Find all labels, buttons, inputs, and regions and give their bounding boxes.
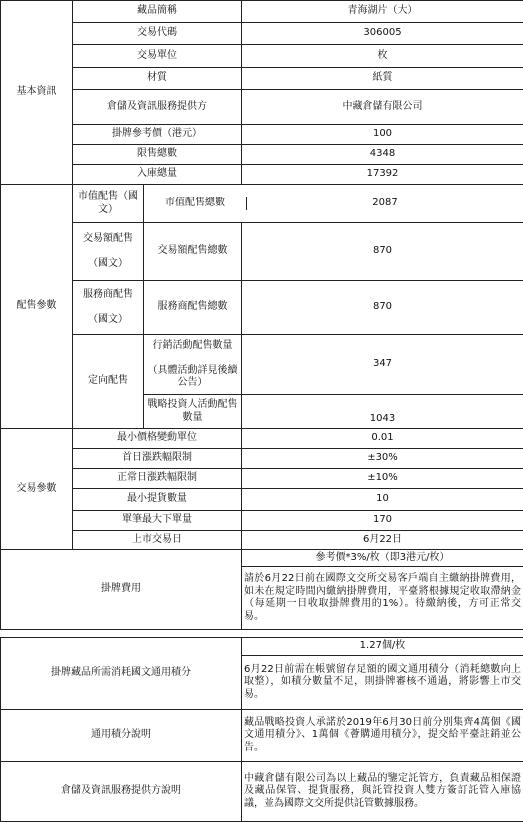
alloc-value: 347 <box>242 335 523 395</box>
row-provider <box>1 90 523 125</box>
field-value: 0.01 <box>242 429 523 449</box>
field-value: 170 <box>242 511 523 531</box>
field-value: 枚 <box>242 45 523 68</box>
provider-note-label: 倉儲及資訊服務提供方說明 <box>1 762 242 822</box>
field-value: 306005 <box>242 23 523 45</box>
row-max-order <box>1 511 523 531</box>
row-listing-date <box>1 531 523 550</box>
row-min-tick <box>1 429 523 449</box>
alloc-item <box>144 335 242 395</box>
field-value: 10 <box>242 489 523 511</box>
field-label: 正常日漲跌幅限制 <box>73 469 242 489</box>
field-value: 100 <box>242 125 523 145</box>
listing-fee-summary: 參考價*3%/枚（即3港元/枚） <box>242 550 523 567</box>
field-value: 6月22日 <box>242 531 523 550</box>
trading-label: 交易參數 <box>1 429 73 550</box>
field-label: 最小價格變動單位 <box>73 429 242 449</box>
row-material <box>1 68 523 90</box>
spacer-row <box>1 630 523 638</box>
field-label: 最小提貨數量 <box>73 489 242 511</box>
listing-fee-detail: 請於6月22日前在國際文交所交易客戶端自主繳納掛牌費用，如未在規定時間內繳納掛牌費用，平臺將根據規定收取滯納金（每延期一日收取掛牌費用的1%）。待繳納後，方可正常交易。 <box>242 567 523 630</box>
field-label: 倉儲及資訊服務提供方 <box>73 90 242 125</box>
alloc-type-line1: 服務商配售 <box>83 289 133 300</box>
field-label: 首日漲跌幅限制 <box>73 449 242 469</box>
row-trade-unit <box>1 45 523 68</box>
field-value: 紙質 <box>242 68 523 90</box>
points-note-detail: 藏品戰略投資人承諾於2019年6月30日前分別集齊4萬個《國文通用積分》、1萬個《薈購通用積分》，提交給平臺註銷並公告。 <box>242 710 523 762</box>
basic-info-label: 基本資訊 <box>1 1 73 185</box>
row-normal-limit <box>1 469 523 489</box>
alloc-type: 定向配售 <box>73 335 144 429</box>
alloc-value: 1043 <box>242 395 523 429</box>
field-value: 17392 <box>242 165 523 185</box>
row-promo-alloc <box>1 335 523 395</box>
row-tradeamt-alloc <box>1 223 523 281</box>
row-limited-total <box>1 145 523 165</box>
points-consume-detail: 6月22日前需在帳號留存足額的國文通用積分（消耗總數向上取整），如積分數量不足，則掛牌審核不通過，將影響上市交易。 <box>242 656 523 710</box>
listing-fee-label: 掛牌費用 <box>1 550 242 630</box>
alloc-item-line2: （具體活動詳見後續公告） <box>148 365 238 389</box>
market-alloc-inner <box>144 197 523 210</box>
field-label: 上市交易日 <box>73 531 242 550</box>
field-label: 限售總數 <box>73 145 242 165</box>
points-note-label: 通用積分說明 <box>1 710 242 762</box>
field-label: 藏品簡稱 <box>73 1 242 23</box>
field-value: ±10% <box>242 469 523 489</box>
alloc-item: 交易額配售總數 <box>144 223 242 281</box>
field-value: 中藏倉儲有限公司 <box>242 90 523 125</box>
field-label: 材質 <box>73 68 242 90</box>
row-market-alloc <box>1 185 523 223</box>
row-short-name <box>1 1 523 23</box>
alloc-item: 市值配售總數 <box>144 197 247 210</box>
row-min-pickup <box>1 489 523 511</box>
field-value: 4348 <box>242 145 523 165</box>
row-first-day-limit <box>1 449 523 469</box>
alloc-label: 配售參數 <box>1 185 73 429</box>
alloc-type <box>73 281 144 335</box>
points-consume-summary: 1.27個/枚 <box>242 638 523 656</box>
alloc-type-line1: 交易額配售 <box>83 233 133 244</box>
alloc-type: 市值配售（國文） <box>73 185 144 223</box>
alloc-value: 870 <box>242 281 523 335</box>
row-points-note <box>1 710 523 762</box>
field-label: 交易單位 <box>73 45 242 68</box>
row-stock-total <box>1 165 523 185</box>
row-service-alloc <box>1 281 523 335</box>
field-label: 入庫總量 <box>73 165 242 185</box>
alloc-value: 2087 <box>247 197 523 210</box>
field-value: ±30% <box>242 449 523 469</box>
field-label: 交易代碼 <box>73 23 242 45</box>
alloc-type-line2: （國文） <box>88 314 128 325</box>
field-value: 青海湖片（大） <box>242 1 523 23</box>
alloc-item: 服務商配售總數 <box>144 281 242 335</box>
provider-note-detail: 中藏倉儲有限公司為以上藏品的鑒定託管方，負責藏品相保證及藏品保管、提貨服務，與託管投資人雙方簽訂託管入庫協議，並為國際文交所提供託管數據服務。 <box>242 762 523 822</box>
row-trade-code <box>1 23 523 45</box>
row-ref-price <box>1 125 523 145</box>
alloc-item: 戰略投資人活動配售數量 <box>144 395 242 429</box>
field-label: 單筆最大下單量 <box>73 511 242 531</box>
alloc-type-line2: （國文） <box>88 258 128 269</box>
points-consume-label: 掛牌藏品所需消耗國文通用積分 <box>1 638 242 710</box>
row-points-summary <box>1 638 523 656</box>
alloc-value: 870 <box>242 223 523 281</box>
field-label: 掛牌參考價（港元） <box>73 125 242 145</box>
row-listing-fee-summary <box>1 550 523 567</box>
alloc-item-line1: 行銷活動配售數量 <box>153 340 233 351</box>
alloc-type <box>73 223 144 281</box>
